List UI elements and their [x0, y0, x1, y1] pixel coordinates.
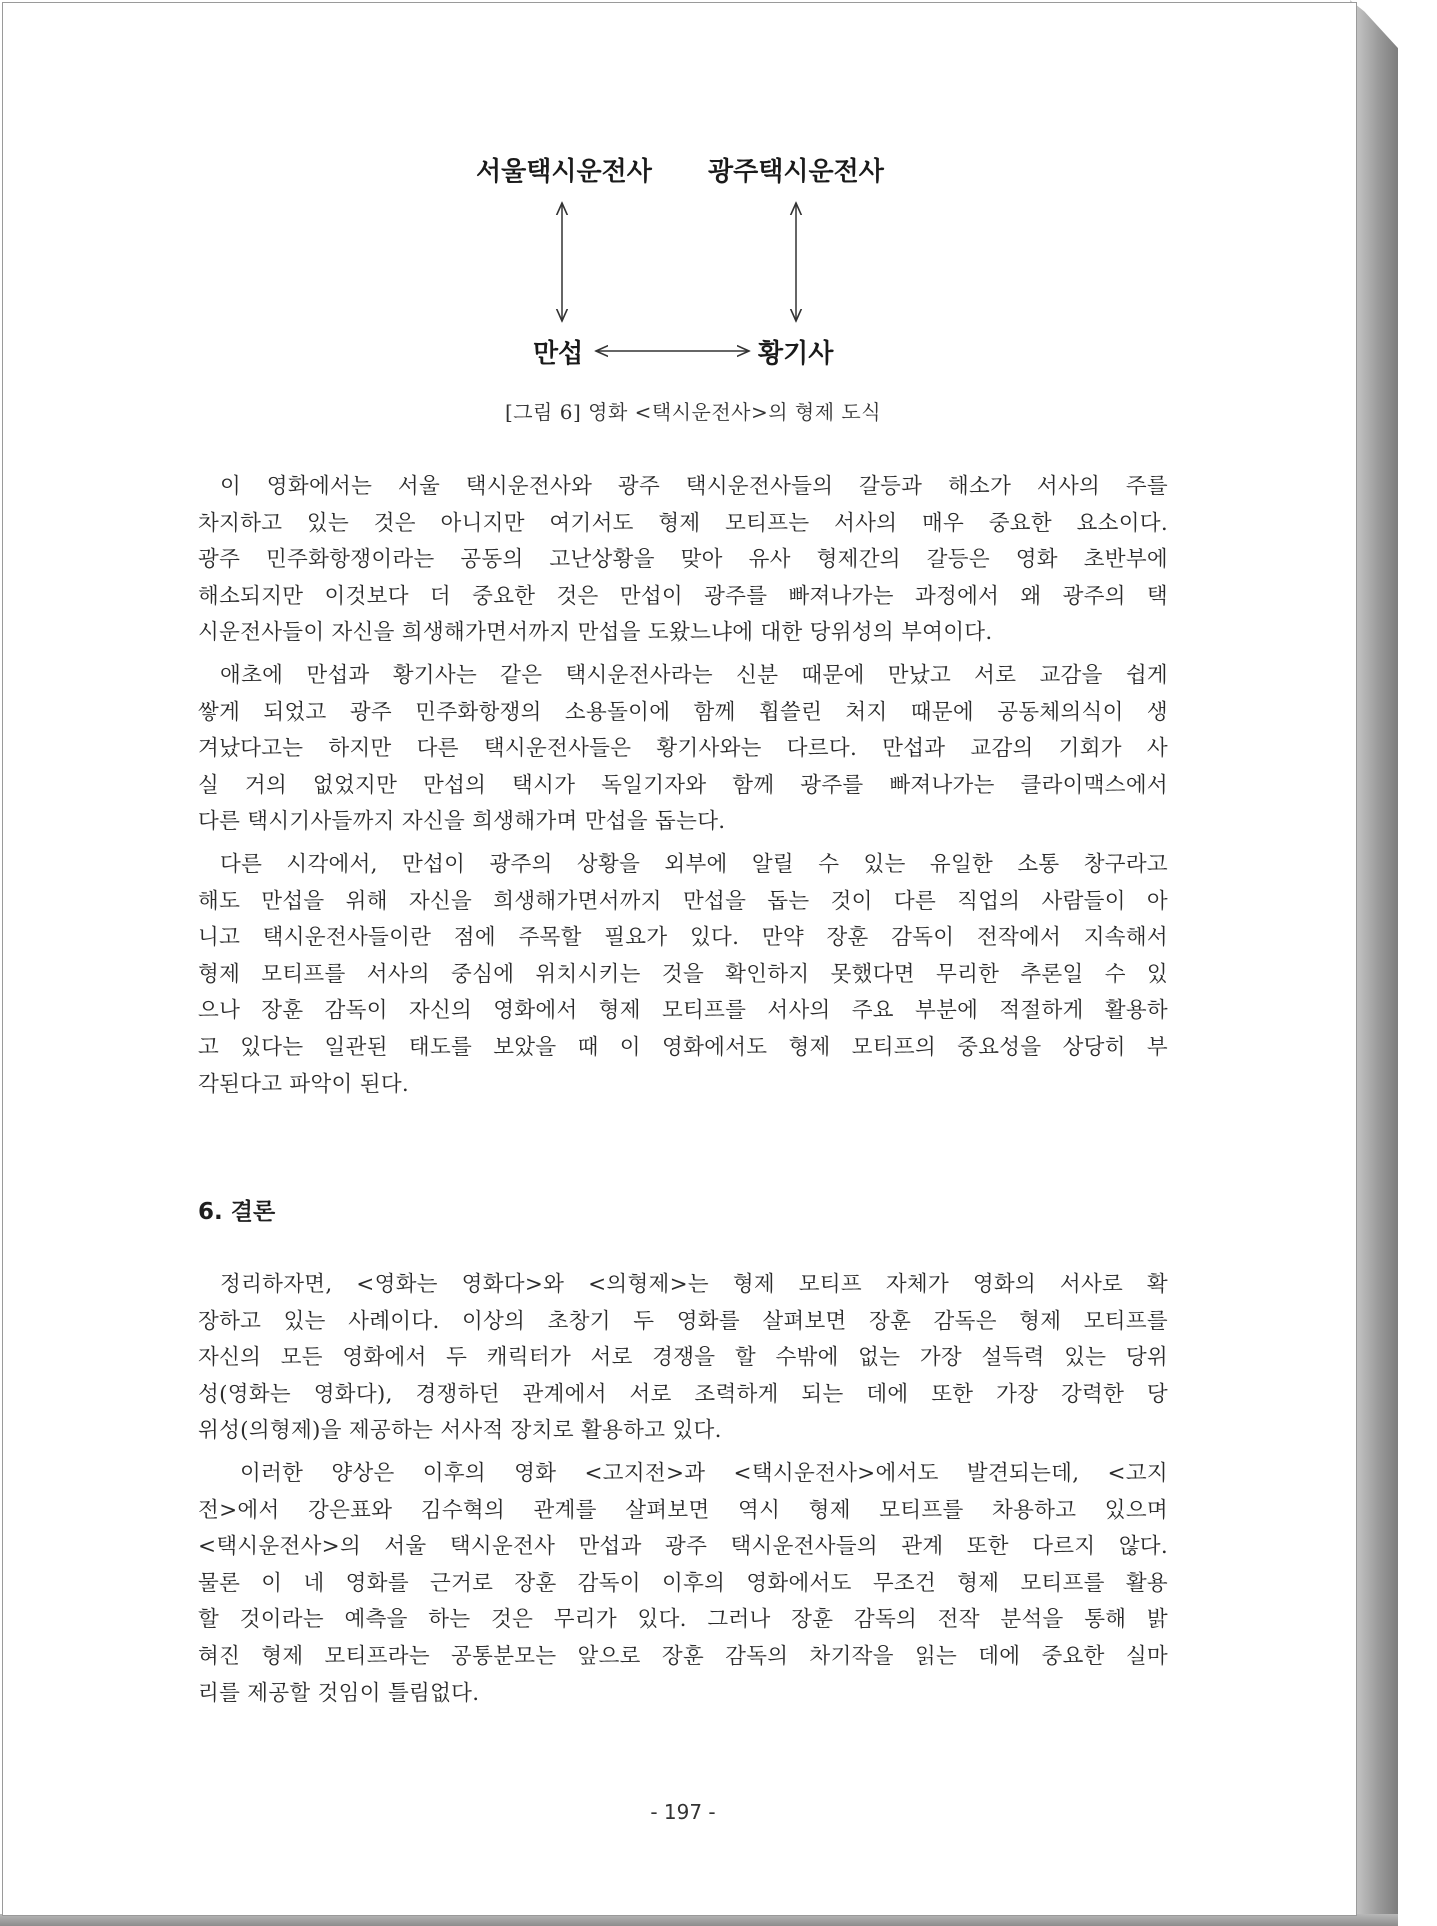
diagram-arrows	[198, 133, 1168, 383]
paragraph-line: 다른 택시기사들까지 자신을 희생해가며 만섭을 돕는다.	[198, 809, 726, 835]
paragraph-line: 해도 만섭을 위해 자신을 희생해가면서까지 만섭을 돕는 것이 다른 직업의 사람들이 아	[198, 888, 1168, 914]
figure-caption: [그림 6] 영화 <택시운전사>의 형제 도식	[504, 400, 882, 424]
paragraph-line: 다른 시각에서, 만섭이 광주의 상황을 외부에 알릴 수 있는 유일한 소통 창구라고	[220, 852, 1168, 877]
paragraph-line: 차지하고 있는 것은 아니지만 여기서도 형제 모티프는 서사의 매우 중요한 요소이다.	[198, 510, 1168, 536]
paragraph-line: 전>에서 강은표와 김수혁의 관계를 살펴보면 역시 형제 모티프를 차용하고 있으며	[198, 1497, 1168, 1523]
paragraph-line: 리를 제공할 것임이 틀림없다.	[198, 1680, 480, 1706]
paragraph-line: 위성(의형제)을 제공하는 서사적 장치로 활용하고 있다.	[198, 1418, 722, 1444]
paragraph-line: 니고 택시운전사들이란 점에 주목할 필요가 있다. 만약 장훈 감독이 전작에서 지속해서	[198, 925, 1168, 951]
page-number: - 197 -	[650, 1800, 716, 1824]
paragraph-line: 겨났다고는 하지만 다른 택시운전사들은 황기사와는 다르다. 만섭과 교감의 기회가 사	[198, 736, 1168, 762]
brotherhood-diagram	[198, 133, 1168, 383]
paragraph-line: 각된다고 파악이 된다.	[198, 1071, 410, 1097]
paragraph-line: 성(영화는 영화다), 경쟁하던 관계에서 서로 조력하게 되는 데에 또한 가장 강력한 당	[198, 1381, 1168, 1407]
node-hwanggisa: 황기사	[758, 339, 834, 369]
paragraph-line: <택시운전사>의 서울 택시운전사 만섭과 광주 택시운전사들의 관계 또한 다르지 않다.	[198, 1534, 1168, 1560]
paragraph-line: 시운전사들이 자신을 희생해가면서까지 만섭을 도왔느냐에 대한 당위성의 부여이다.	[198, 620, 993, 646]
paragraph-line: 자신의 모든 영화에서 두 캐릭터가 서로 경쟁을 할 수밖에 없는 가장 설득력 있는 당위	[198, 1345, 1168, 1371]
page-stack-edge-right	[1350, 0, 1398, 1926]
paragraph-line: 고 있다는 일관된 태도를 보았을 때 이 영화에서도 형제 모티프의 중요성을 상당히 부	[198, 1034, 1168, 1060]
paragraph-1	[198, 469, 1168, 652]
paragraph-line: 정리하자면, <영화는 영화다>와 <의형제>는 형제 모티프 자체가 영화의 서사로 확	[220, 1272, 1168, 1297]
paragraph-line: 할 것이라는 예측을 하는 것은 무리가 있다. 그러나 장훈 감독의 전작 분석을 통해 밝	[198, 1607, 1168, 1633]
paragraph-line: 물론 이 네 영화를 근거로 장훈 감독이 이후의 영화에서도 무조건 형제 모티프를 활용	[198, 1570, 1168, 1596]
conclusion-paragraph-1	[198, 1267, 1168, 1450]
node-gwangju-taxi-driver: 광주택시운전사	[708, 157, 884, 187]
paragraph-line: 쌓게 되었고 광주 민주화항쟁의 소용돌이에 함께 휩쓸린 처지 때문에 공동체의식이 생	[198, 699, 1168, 725]
paragraph-2	[198, 658, 1168, 841]
paragraph-line: 혀진 형제 모티프라는 공통분모는 앞으로 장훈 감독의 차기작을 읽는 데에 중요한 실마	[198, 1643, 1168, 1669]
paragraph-line: 애초에 만섭과 황기사는 같은 택시운전사라는 신분 때문에 만났고 서로 교감을 쉽게	[220, 663, 1168, 688]
node-seoul-taxi-driver: 서울택시운전사	[476, 157, 652, 187]
conclusion-paragraph-2	[198, 1456, 1168, 1712]
paragraph-line: 장하고 있는 사례이다. 이상의 초창기 두 영화를 살펴보면 장훈 감독은 형제 모티프를	[198, 1308, 1168, 1334]
paragraph-line: 으나 장훈 감독이 자신의 영화에서 형제 모티프를 서사의 주요 부분에 적절하게 활용하	[198, 998, 1168, 1024]
paragraph-line: 형제 모티프를 서사의 중심에 위치시키는 것을 확인하지 못했다면 무리한 추론일 수 있	[198, 961, 1168, 987]
paragraph-3	[198, 847, 1168, 1103]
node-manseop: 만섭	[533, 339, 584, 369]
document-page	[2, 2, 1357, 1916]
paragraph-line: 실 거의 없었지만 만섭의 택시가 독일기자와 함께 광주를 빠져나가는 클라이맥스에서	[198, 772, 1168, 798]
paragraph-line: 이 영화에서는 서울 택시운전사와 광주 택시운전사들의 갈등과 해소가 서사의 주를	[220, 474, 1168, 499]
paragraph-line: 이러한 양상은 이후의 영화 <고지전>과 <택시운전사>에서도 발견되는데, <고지	[240, 1461, 1168, 1486]
paragraph-line: 광주 민주화항쟁이라는 공동의 고난상황을 맞아 유사 형제간의 갈등은 영화 초반부에	[198, 547, 1168, 573]
paragraph-line: 해소되지만 이것보다 더 중요한 것은 만섭이 광주를 빠져나가는 과정에서 왜 광주의 택	[198, 583, 1168, 609]
section-heading: 6. 결론	[198, 1199, 276, 1225]
